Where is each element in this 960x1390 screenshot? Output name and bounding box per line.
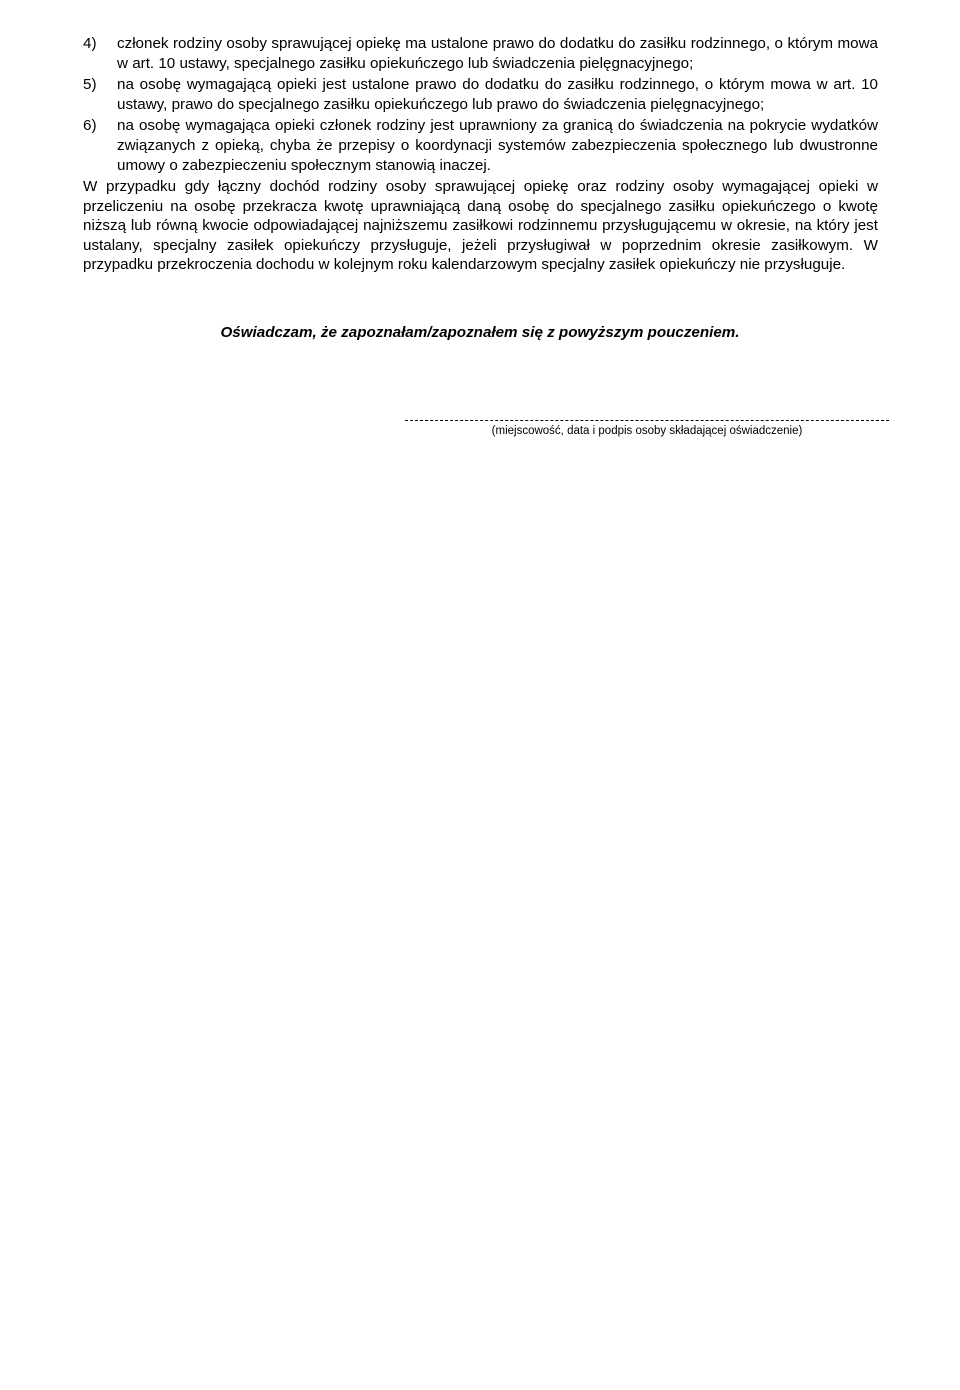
list-item-text: członek rodziny osoby sprawującej opiekę ma ustalone prawo do dodatku do zasiłku rodzinnego, o którym mowa w art. 10 ustawy, specjalnego zasiłku opiekuńczego lub świadczenia pielęgnacyjnego; — [117, 35, 878, 72]
declaration-statement: Oświadczam, że zapoznałam/zapoznałem się z powyższym pouczeniem. — [220, 324, 740, 341]
list-item — [83, 34, 878, 73]
list-item-number: 5) — [83, 76, 97, 94]
list-item-text: na osobę wymagającą opieki jest ustalone prawo do dodatku do zasiłku rodzinnego, o którym mowa w art. 10 ustawy, prawo do specjalnego zasiłku opiekuńczego lub prawo do świadczenia pielęgnacyjnego; — [117, 76, 878, 113]
conditions-list — [83, 34, 878, 177]
list-item-text: na osobę wymagająca opieki członek rodziny jest uprawniony za granicą do świadczenia na pokrycie wydatków związanych z opieką, chyba że przepisy o koordynacji systemów zabezpieczenia społecznego lub dwustronne umowy o zabezpieczeniu społecznym stanowią inaczej. — [117, 117, 878, 174]
signature-line — [405, 420, 889, 421]
signature-caption: (miejscowość, data i podpis osoby składającej oświadczenie) — [491, 425, 803, 437]
list-item-number: 6) — [83, 117, 97, 135]
list-item-number: 4) — [83, 35, 97, 52]
income-rule-paragraph: W przypadku gdy łączny dochód rodziny osoby sprawującej opiekę oraz rodziny osoby wymagającej opieki w przeliczeniu na osobę przekracza kwotę uprawniającą daną osobę do specjalnego zasiłku opiekuńczego o kwotę niższą lub równą kwocie odpowiadającej najniższemu zasiłkowi rodzinnemu przysługującemu w okresie, na który jest ustalany, specjalny zasiłek opiekuńczy przysługuje, jeżeli przysługiwał w poprzednim okresie zasiłkowym. W przypadku przekroczenia dochodu w kolejnym roku kalendarzowym specjalny zasiłek opiekuńczy nie przysługuje. — [83, 178, 878, 274]
list-item — [83, 75, 878, 114]
list-item — [83, 116, 878, 175]
